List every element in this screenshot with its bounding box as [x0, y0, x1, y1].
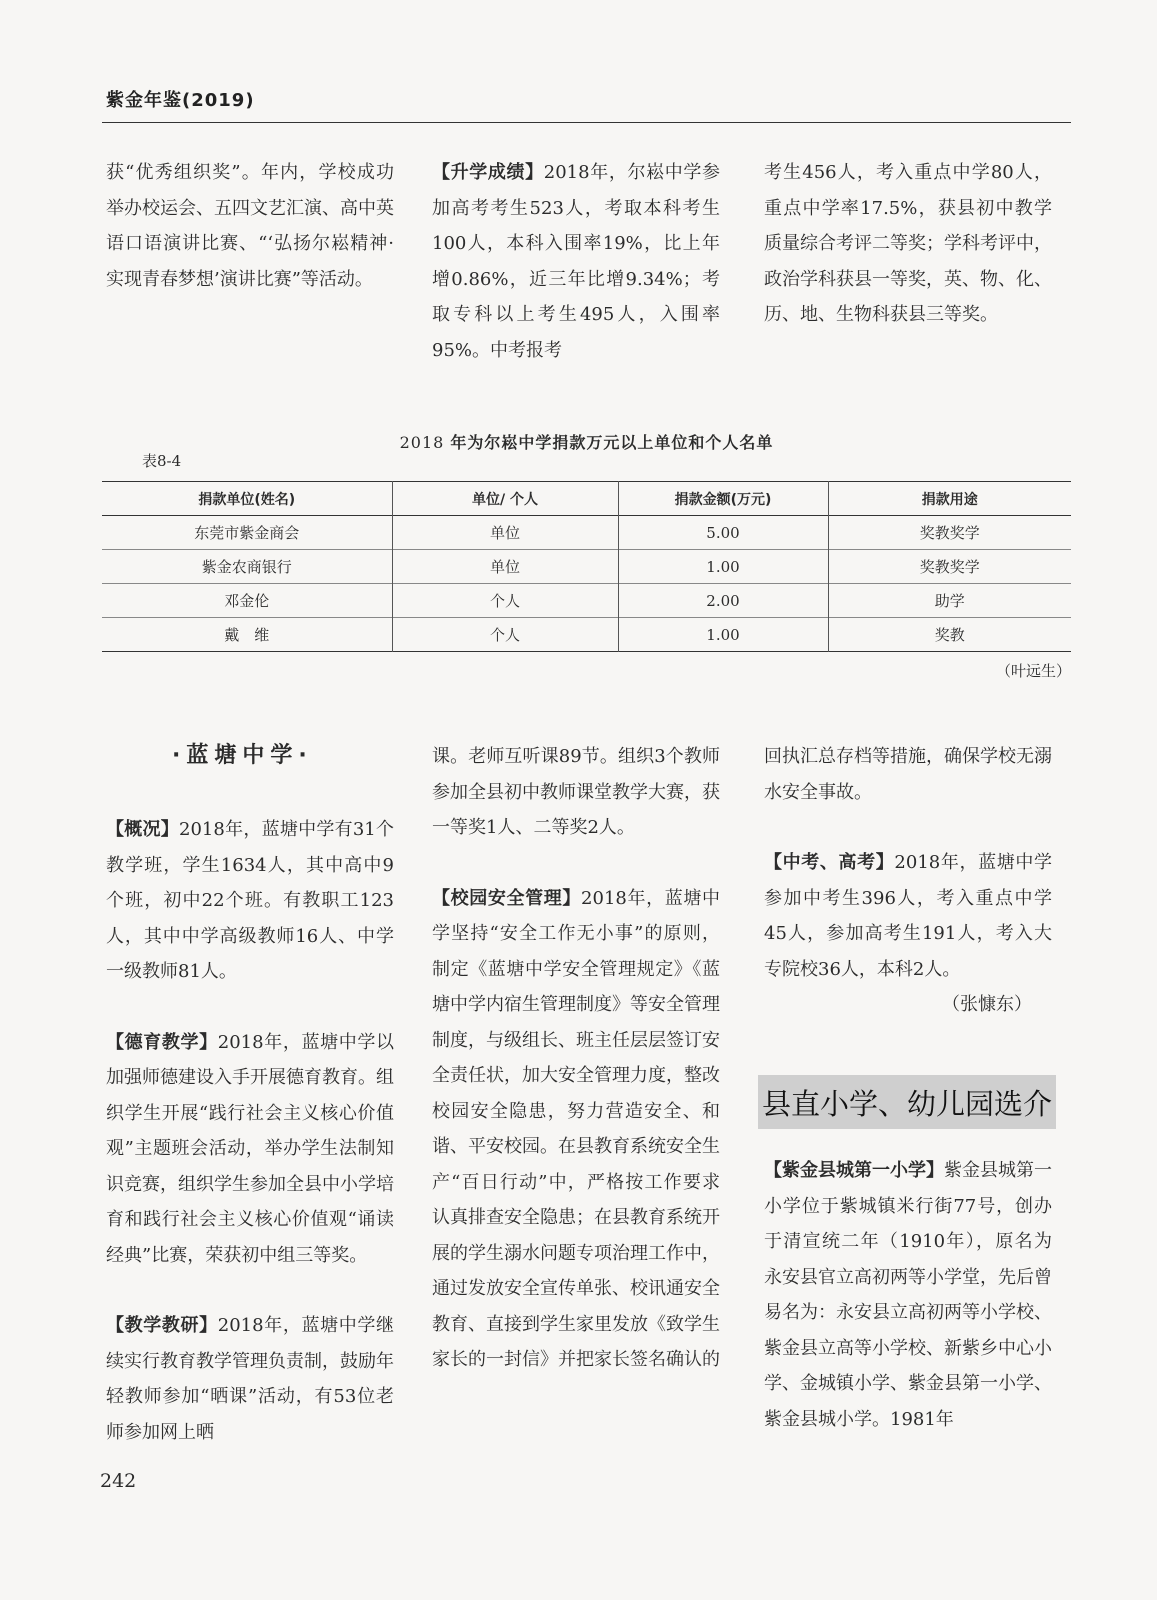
header-rule	[102, 122, 1071, 123]
bottom-col-3	[764, 739, 1052, 1023]
paragraph-text: 2018年，尔崧中学参加高考考生523人，考取本科考生100人，本科入围率19%，比上年增0.86%，近三年比增9.34%；考取专科以上考生495人，入围率95%。中考报考	[432, 162, 720, 361]
table-cell: 东莞市紫金商会	[102, 516, 392, 550]
table-title-year: 2018	[399, 433, 445, 452]
paragraph-school1	[764, 1153, 1052, 1437]
paragraph-teaching	[106, 1308, 394, 1450]
bottom-col-1	[106, 812, 394, 1450]
table-row	[102, 550, 1071, 584]
section-title-lantang: ·蓝塘中学·	[172, 743, 313, 768]
table-row	[102, 516, 1071, 550]
section-tag: 【概况】	[106, 819, 180, 840]
table-author: （叶远生）	[995, 662, 1071, 680]
section-tag: 【升学成绩】	[432, 162, 544, 183]
table-cell: 助学	[828, 584, 1071, 618]
table-cell: 奖教	[828, 618, 1071, 652]
column-header: 捐款单位(姓名)	[102, 482, 392, 516]
table-cell: 1.00	[618, 618, 828, 652]
paragraph-safety-cont: 回执汇总存档等措施，确保学校无溺水安全事故。	[764, 746, 1052, 803]
top-col-2	[432, 155, 720, 368]
paragraph-text: 2018年，蓝塘中学继续实行教育教学管理负责制，鼓励年轻教师参加“晒课”活动，有53位老师参加网上晒	[106, 1315, 394, 1443]
table-number: 表8-4	[142, 452, 182, 470]
table-cell: 奖教奖学	[828, 550, 1071, 584]
table-title	[102, 430, 1071, 453]
paragraph-teaching-cont: 课。老师互听课89节。组织3个教师参加全县初中教师课堂教学大赛，获一等奖1人、二等奖2人。	[432, 746, 720, 838]
paragraph: 考生456人，考入重点中学80人，重点中学率17.5%，获县初中教学质量综合考评二等奖；学科考评中，政治学科获县一等奖，英、物、化、历、地、生物科获县三等奖。	[764, 162, 1052, 325]
table-cell: 奖教奖学	[828, 516, 1071, 550]
primary-col	[764, 1153, 1052, 1437]
table-cell: 戴 维	[102, 618, 392, 652]
paragraph-text: 2018年，蓝塘中学参加中考生396人，考入重点中学45人，参加高考生191人，考入大专院校36人，本科2人。	[764, 852, 1053, 980]
table-cell: 2.00	[618, 584, 828, 618]
paragraph-promotion	[432, 155, 720, 368]
table-cell: 1.00	[618, 550, 828, 584]
table-row	[102, 584, 1071, 618]
paragraph-exam	[764, 845, 1052, 987]
section-tag: 【教学教研】	[106, 1315, 218, 1336]
paragraph: 获“优秀组织奖”。年内，学校成功举办校运会、五四文艺汇演、高中英语口语演讲比赛、“‘弘扬尔崧精神·实现青春梦想’演讲比赛”等活动。	[106, 162, 394, 290]
table-cell: 紫金农商银行	[102, 550, 392, 584]
paragraph-text: 紫金县城第一小学位于紫城镇米行街77号，创办于清宣统二年（1910年），原名为永安县官立高初两等小学堂，先后曾易名为：永安县立高初两等小学校、紫金县立高等小学校、新紫乡中心小学、金城镇小学、紫金县第一小学、紫金县城小学。1981年	[764, 1160, 1052, 1430]
donation-table	[102, 481, 1071, 652]
table-cell: 单位	[392, 516, 618, 550]
table-cell: 单位	[392, 550, 618, 584]
column-header: 单位/ 个人	[392, 482, 618, 516]
table-title-text: 年为尔崧中学捐款万元以上单位和个人名单	[450, 433, 774, 452]
section-tag: 【校园安全管理】	[432, 887, 582, 909]
top-col-3	[764, 155, 1052, 333]
running-head: 紫金年鉴(2019)	[106, 90, 255, 111]
section-banner: 县直小学、幼儿园选介	[758, 1075, 1056, 1129]
paragraph-safety	[432, 881, 720, 1378]
table-cell: 个人	[392, 584, 618, 618]
section-tag: 【紫金县城第一小学】	[764, 1160, 944, 1181]
column-header: 捐款金额(万元)	[618, 482, 828, 516]
table-cell: 邓金伦	[102, 584, 392, 618]
table-header-row	[102, 482, 1071, 516]
table-row	[102, 618, 1071, 652]
top-col-1	[106, 155, 394, 297]
table-cell: 个人	[392, 618, 618, 652]
section-author: （张慷东）	[942, 994, 1032, 1015]
bottom-col-2	[432, 739, 720, 1378]
section-tag: 【中考、高考】	[764, 852, 895, 873]
paragraph-text: 2018年，蓝塘中学以加强师德建设入手开展德育教育。组织学生开展“践行社会主义核心价值观”主题班会活动，举办学生法制知识竞赛，组织学生参加全县中小学培育和践行社会主义核心价值观“诵读经典”比赛，荣获初中组三等奖。	[106, 1031, 394, 1266]
paragraph-overview	[106, 812, 394, 990]
table-cell: 5.00	[618, 516, 828, 550]
paragraph-text: 2018年，蓝塘中学坚持“安全工作无小事”的原则，制定《蓝塘中学安全管理规定》《蓝塘中学内宿生管理制度》等安全管理制度，与级组长、班主任层层签订安全责任状，加大安全管理力度，整改校园安全隐患，努力营造安全、和谐、平安校园。在县教育系统安全生产“百日行动”中，严格按工作要求认真排查安全隐患；在县教育系统开展的学生溺水问题专项治理工作中，通过发放安全宣传单张、校讯通安全教育、直接到学生家里发放《致学生家长的一封信》并把家长签名确认的	[432, 887, 721, 1370]
page-number: 242	[100, 1470, 137, 1492]
column-header: 捐款用途	[828, 482, 1071, 516]
section-tag: 【德育教学】	[106, 1031, 218, 1053]
paragraph-text: 2018年，蓝塘中学有31个教学班，学生1634人，其中高中9个班，初中22个班。有教职工123人，其中中学高级教师16人、中学一级教师81人。	[106, 819, 394, 982]
paragraph-moral	[106, 1025, 394, 1274]
